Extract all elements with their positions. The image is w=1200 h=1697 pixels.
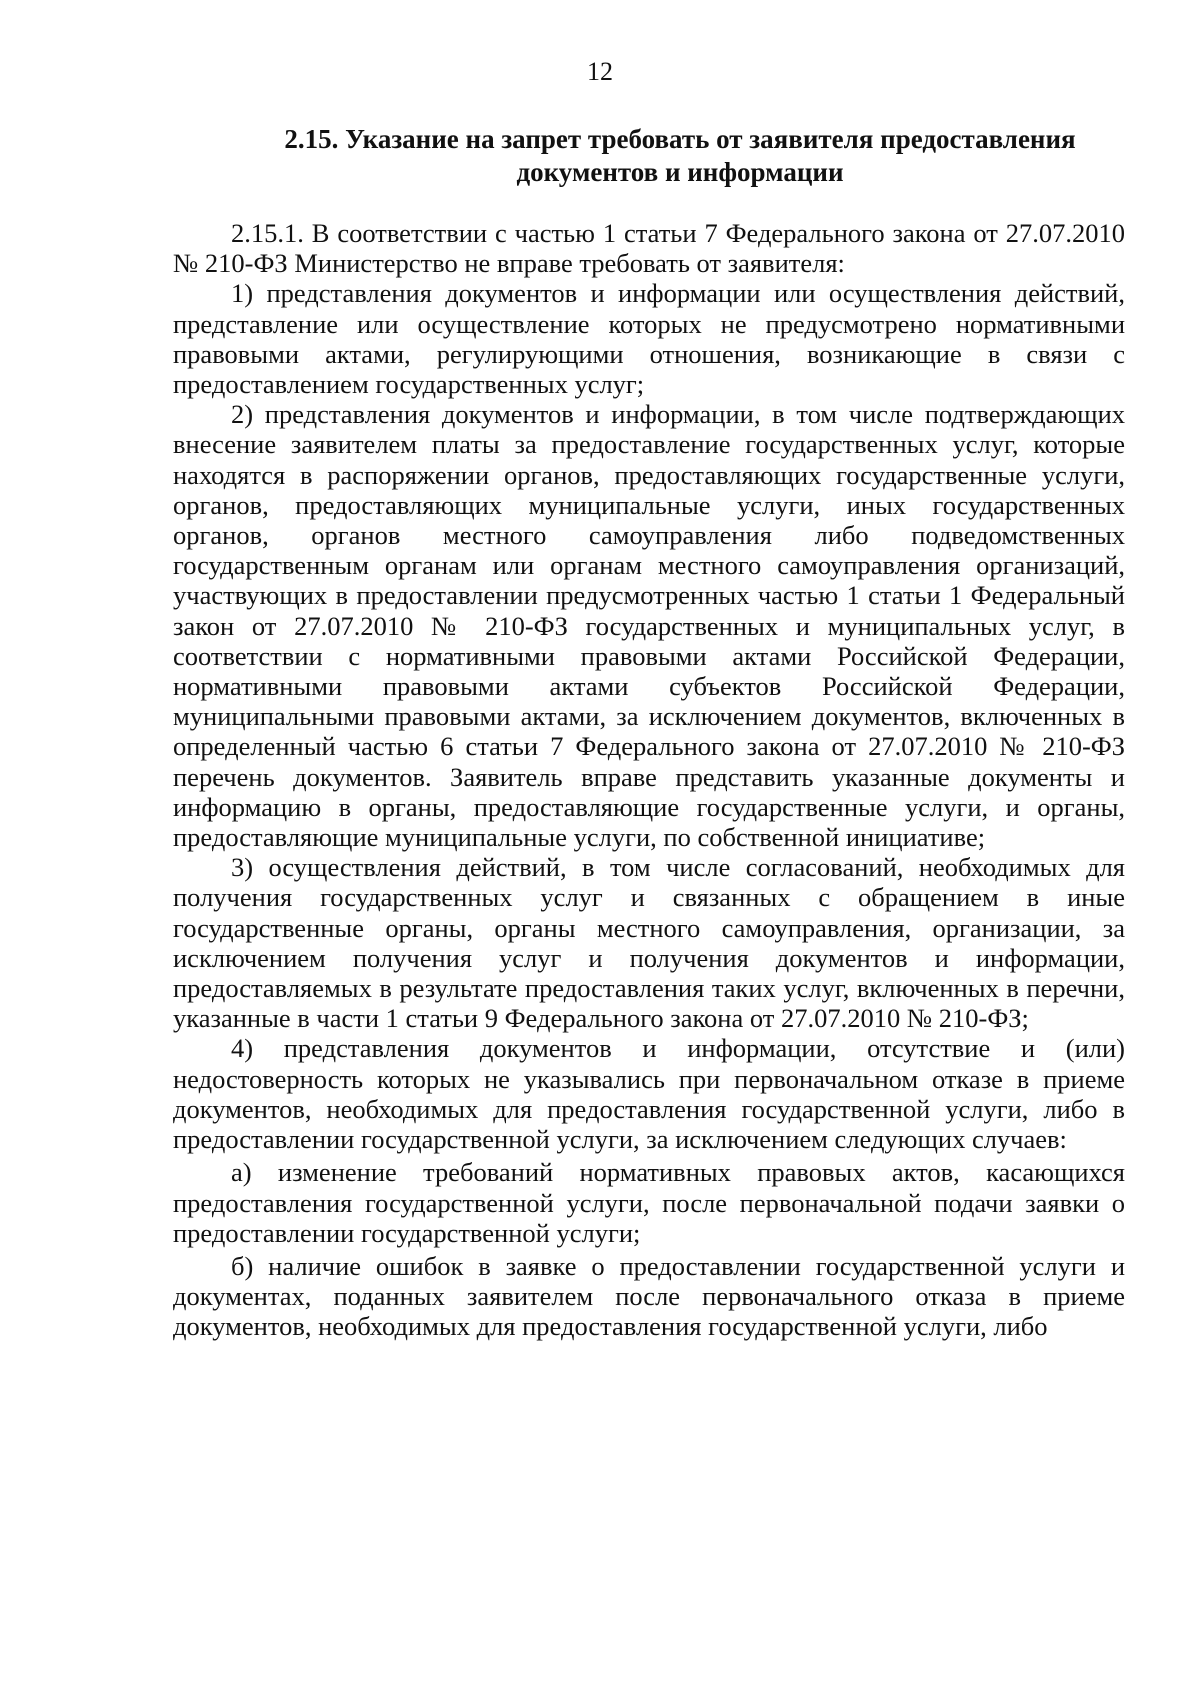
paragraph-2-15-1: 2.15.1. В соответствии с частью 1 статьи 7 Федерального закона от 27.07.2010 № 210-ФЗ Министерство не вправе требовать от заявителя: — [173, 218, 1125, 279]
paragraph-item-3: 3) осуществления действий, в том числе согласований, необходимых для получения государственных услуг и связанных с обращением в иные государственные органы, органы местного самоуправления, организации, за исключением получения услуг и получения документов и информации, предоставляемых в результате предоставления таких услуг, включенных в перечни, указанные в части 1 статьи 9 Федерального закона от 27.07.2010 № 210-ФЗ; — [173, 852, 1125, 1034]
section-heading-line-2: документов и информации — [516, 157, 844, 187]
section-heading — [230, 123, 1130, 189]
page-number: 12 — [587, 57, 613, 86]
paragraph-item-4: 4) представления документов и информации, отсутствие и (или) недостоверность которых не указывались при первоначальном отказе в приеме документов, необходимых для предоставления государственной услуги, либо в предоставлении государственной услуги, за исключением следующих случаев: — [173, 1033, 1125, 1155]
paragraph-item-1: 1) представления документов и информации или осуществления действий, представление или осуществление которых не предусмотрено нормативными правовыми актами, регулирующими отношения, возникающие в связи с предоставлением государственных услуг; — [173, 278, 1125, 400]
section-heading-line-1: 2.15. Указание на запрет требовать от заявителя предоставления — [284, 124, 1076, 154]
paragraph-subitem-a: а) изменение требований нормативных правовых актов, касающихся предоставления государственной услуги, после первоначальной подачи заявки о предоставлении государственной услуги; — [173, 1157, 1125, 1248]
paragraph-subitem-b: б) наличие ошибок в заявке о предоставлении государственной услуги и документах, поданных заявителем после первоначального отказа в приеме документов, необходимых для предоставления государственной услуги, либо — [173, 1250, 1125, 1342]
document-body — [173, 218, 1125, 1342]
paragraph-item-2: 2) представления документов и информации, в том числе подтверждающих внесение заявителем платы за предоставление государственных услуг, которые находятся в распоряжении органов, предоставляющих государственные услуги, органов, предоставляющих муниципальные услуги, иных государственных органов, органов местного самоуправления либо подведомственных государственным органам или органам местного самоуправления организаций, участвующих в предоставлении предусмотренных частью 1 статьи 1 Федеральный закон от 27.07.2010 № 210-ФЗ государственных и муниципальных услуг, в соответствии с нормативными правовыми актами Российской Федерации, нормативными правовыми актами субъектов Российской Федерации, муниципальными правовыми актами, за исключением документов, включенных в определенный частью 6 статьи 7 Федерального закона от 27.07.2010 № 210-ФЗ перечень документов. Заявитель вправе представить указанные документы и информацию в органы, предоставляющие государственные услуги, и органы, предоставляющие муниципальные услуги, по собственной инициативе; — [173, 399, 1125, 853]
